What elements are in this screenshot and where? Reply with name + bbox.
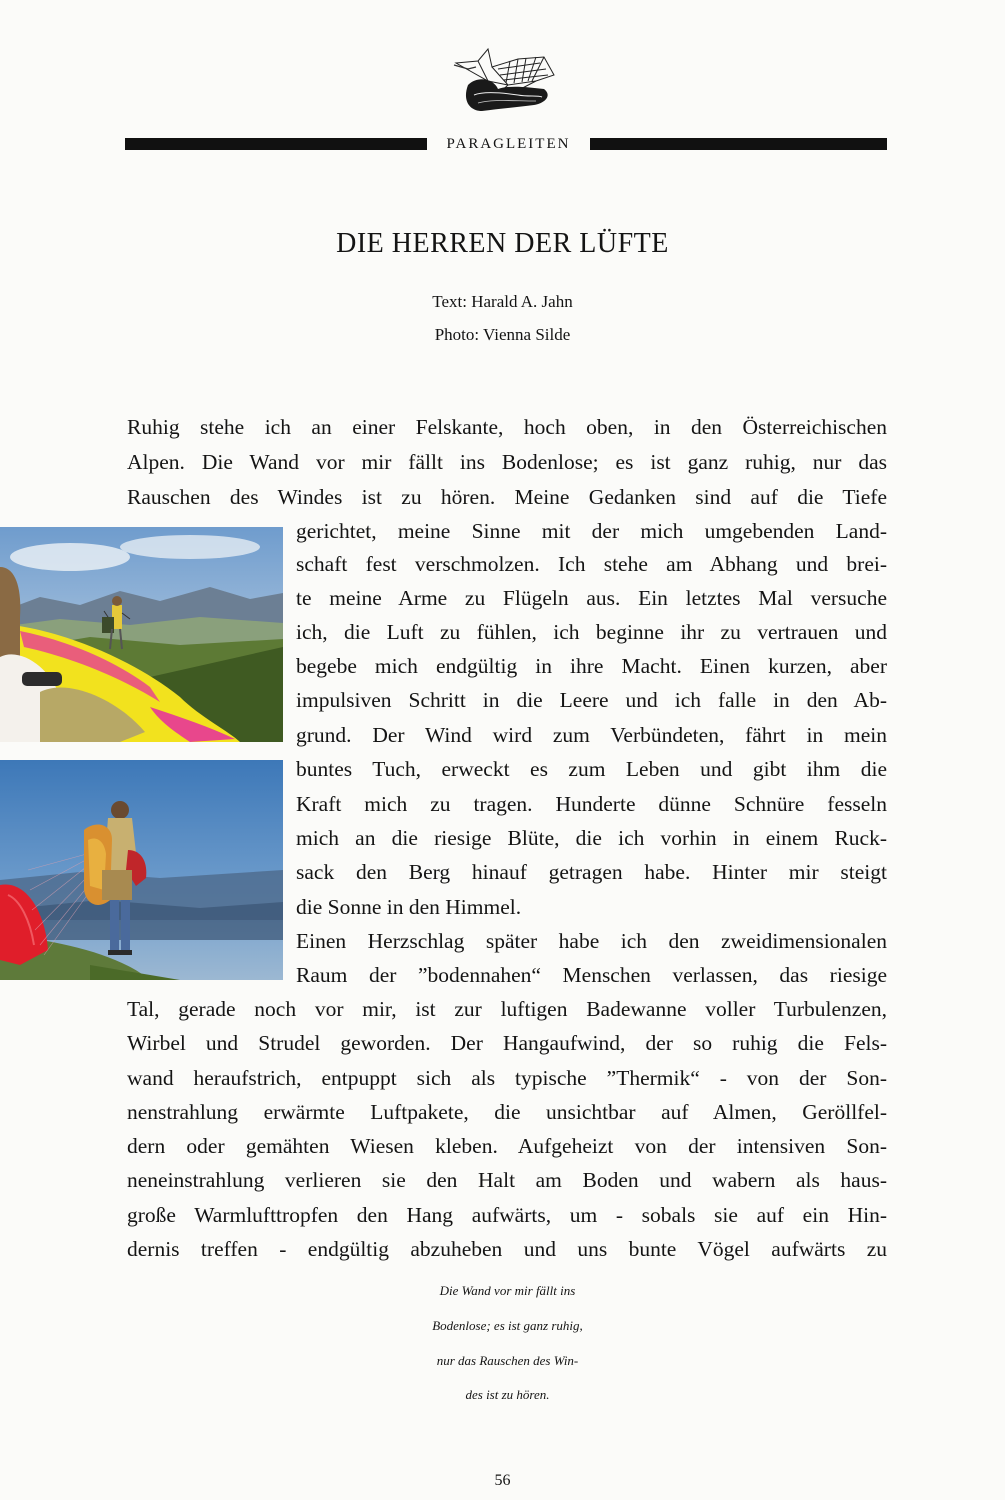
body-line: große Warmlufttropfen den Hang aufwärts, um - sobals sie auf ein Hin- xyxy=(127,1203,887,1227)
photo-launch-slope xyxy=(0,527,283,742)
section-rule-right xyxy=(590,138,887,150)
body-line: Rauschen des Windes ist zu hören. Meine Gedanken sind auf die Tiefe xyxy=(127,485,887,509)
text-credit: Text: Harald A. Jahn xyxy=(432,292,573,311)
paraglider-icon xyxy=(448,45,560,127)
body-line: sack den Berg hinauf getragen habe. Hinter mir steigt xyxy=(296,860,887,884)
body-line: Wirbel und Strudel geworden. Der Hangaufwind, der so ruhig die Fels- xyxy=(127,1031,887,1055)
body-line: Raum der ”bodennahen“ Menschen verlassen, das riesige xyxy=(296,963,887,987)
pull-quote-line: des ist zu hören. xyxy=(465,1387,550,1402)
body-line: begebe mich endgültig in ihre Macht. Einen kurzen, aber xyxy=(296,654,887,678)
body-line: Tal, gerade noch vor mir, ist zur luftigen Badewanne voller Turbulenzen, xyxy=(127,997,887,1021)
body-line: te meine Arme zu Flügeln aus. Ein letztes Mal versuche xyxy=(296,586,887,610)
pull-quote-line: Bodenlose; es ist ganz ruhig, xyxy=(432,1318,583,1333)
body-line: schaft fest verschmolzen. Ich stehe am Abhang und brei- xyxy=(296,552,887,576)
body-line: nenstrahlung erwärmte Luftpakete, die unsichtbar auf Almen, Geröllfel- xyxy=(127,1100,887,1124)
body-line: dernis treffen - endgültig abzuheben und uns bunte Vögel aufwärts zu xyxy=(127,1237,887,1261)
body-line: buntes Tuch, erweckt es zum Leben und gibt ihm die xyxy=(296,757,887,781)
body-line: mich an die riesige Blüte, die ich vorhin in einem Ruck- xyxy=(296,826,887,850)
body-line: gerichtet, meine Sinne mit der mich umgebenden Land- xyxy=(296,519,887,543)
body-line: neneinstrahlung verlieren sie den Halt am Boden und wabern als haus- xyxy=(127,1168,887,1192)
body-line: Einen Herzschlag später habe ich den zweidimensionalen xyxy=(296,929,887,953)
article-title: DIE HERREN DER LÜFTE xyxy=(336,228,669,259)
body-line: impulsiven Schritt in die Leere und ich falle in den Ab- xyxy=(296,688,887,712)
body-line: Ruhig stehe ich an einer Felskante, hoch oben, in den Österreichischen xyxy=(127,415,887,439)
body-line: wand heraufstrich, entpuppt sich als typische ”Thermik“ - von der Son- xyxy=(127,1066,887,1090)
pull-quote-line: Die Wand vor mir fällt ins xyxy=(439,1283,576,1298)
page-number: 56 xyxy=(494,1472,511,1489)
section-rule-left xyxy=(125,138,427,150)
photo-pilot-preparing xyxy=(0,760,283,980)
body-line: Alpen. Die Wand vor mir fällt ins Bodenlose; es ist ganz ruhig, nur das xyxy=(127,450,887,474)
section-label: PARAGLEITEN xyxy=(446,136,571,152)
body-line: grund. Der Wind wird zum Verbündeten, fährt in mein xyxy=(296,723,887,747)
body-line: die Sonne in den Himmel. xyxy=(296,895,522,919)
body-line: ich, die Luft zu fühlen, ich beginne ihr zu vertrauen und xyxy=(296,620,887,644)
body-line: Kraft mich zu tragen. Hunderte dünne Schnüre fesseln xyxy=(296,792,887,816)
pull-quote-line: nur das Rauschen des Win- xyxy=(436,1353,579,1368)
photo-credit: Photo: Vienna Silde xyxy=(434,325,571,344)
body-line: dern oder gemähten Wiesen kleben. Aufgeheizt von der intensiven Son- xyxy=(127,1134,887,1158)
